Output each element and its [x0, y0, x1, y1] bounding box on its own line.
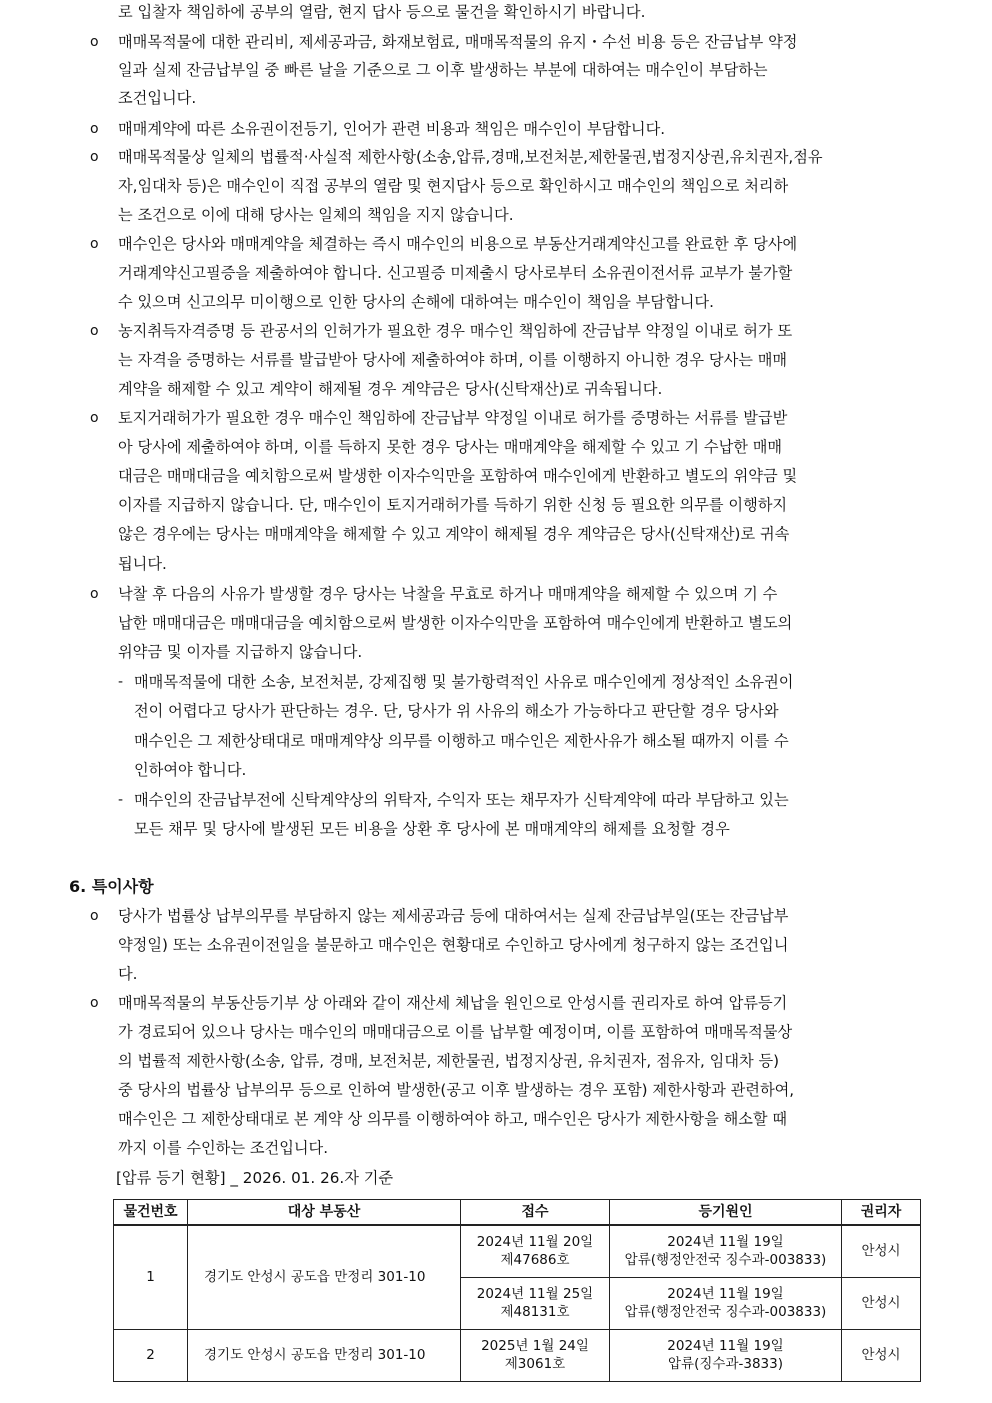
text-line: 거래계약신고필증을 제출하여야 합니다. 신고필증 미제출시 당사로부터 소유권이전서류 교부가 불가할: [118, 264, 793, 282]
text-line: 다.: [118, 965, 138, 983]
receipt-number: 제48131호: [500, 1304, 570, 1320]
text-line: 수 있으며 신고의무 미이행으로 인한 당사의 손해에 대하여는 매수인이 책임을 부담합니다.: [118, 293, 714, 311]
header-cause: 등기원인: [610, 1200, 842, 1226]
section-heading: 6. 특이사항: [69, 877, 154, 896]
header-item-no: 물건번호: [114, 1200, 188, 1226]
text-line: 매매목적물에 대한 소송, 보전처분, 강제집행 및 불가항력적인 사유로 매수인에게 정상적인 소유권이: [134, 673, 794, 691]
text-line: 가 경료되어 있으나 당사는 매수인의 매매대금으로 이를 납부할 예정이며, 이를 포함하여 매매목적물상: [118, 1023, 793, 1041]
text-line: 됩니다.: [118, 555, 167, 573]
receipt-cell: [461, 1329, 610, 1381]
text-line: 전이 어렵다고 당사가 판단하는 경우. 단, 당사가 위 사유의 해소가 가능하다고 판단할 경우 당사와: [134, 702, 779, 720]
table-caption: [압류 등기 현황] _ 2026. 01. 26.자 기준: [116, 1169, 394, 1187]
header-property: 대상 부동산: [188, 1200, 461, 1226]
bullet-marker: o: [90, 34, 99, 50]
text-line: 의 법률적 제한사항(소송, 압류, 경매, 보전처분, 제한물권, 법정지상권, 유치권자, 점유자, 임대차 등): [118, 1052, 780, 1070]
text-line: 매매목적물의 부동산등기부 상 아래와 같이 재산세 체납을 원인으로 안성시를 권리자로 하여 압류등기: [118, 994, 788, 1012]
dash-marker: -: [118, 674, 124, 690]
receipt-date: 2025년 1월 24일: [481, 1338, 589, 1354]
property-cell: 경기도 안성시 공도읍 만정리 301-10: [188, 1225, 461, 1329]
text-line: 는 자격을 증명하는 서류를 발급받아 당사에 제출하여야 하며, 이를 이행하지 아니한 경우 당사는 매매: [118, 351, 788, 369]
text-line: 납한 매매대금은 매매대금을 예치함으로써 발생한 이자수익만을 포함하여 매수인에게 반환하고 별도의: [118, 614, 793, 632]
holder-cell: 안성시: [842, 1277, 921, 1329]
text-line: 매수인은 그 제한상태대로 매매계약상 의무를 이행하고 매수인은 제한사유가 해소될 때까지 이를 수: [134, 732, 789, 750]
table-row: [114, 1225, 921, 1277]
text-line: 인하여야 합니다.: [134, 761, 247, 779]
text-line: 로 입찰자 책임하에 공부의 열람, 현지 답사 등으로 물건을 확인하시기 바랍니다.: [118, 3, 646, 21]
text-line: 토지거래허가가 필요한 경우 매수인 책임하에 잔금납부 약정일 이내로 허가를 증명하는 서류를 발급받: [118, 409, 788, 427]
table-header-row: [114, 1200, 921, 1226]
text-line: 않은 경우에는 당사는 매매계약을 해제할 수 있고 계약이 해제될 경우 계약금은 당사(신탁재산)로 귀속: [118, 525, 790, 543]
text-line: 이자를 지급하지 않습니다. 단, 매수인이 토지거래허가를 득하기 위한 신청 등 필요한 의무를 이행하지: [118, 496, 788, 514]
text-line: 조건입니다.: [118, 89, 197, 107]
item-no-cell: 1: [114, 1225, 188, 1329]
text-line: 매수인은 당사와 매매계약을 체결하는 즉시 매수인의 비용으로 부동산거래계약신고를 완료한 후 당사에: [118, 235, 798, 253]
cause-detail: 압류(행정안전국 징수과-003833): [624, 1252, 827, 1269]
cause-cell: [610, 1329, 842, 1381]
bullet-marker: o: [90, 323, 99, 339]
cause-cell: [610, 1225, 842, 1277]
text-line: 일과 실제 잔금납부일 중 빠른 날을 기준으로 그 이후 발생하는 부분에 대하여는 매수인이 부담하는: [118, 61, 768, 79]
holder-cell: 안성시: [842, 1329, 921, 1381]
receipt-number: 제47686호: [500, 1252, 570, 1269]
text-line: 당사가 법률상 납부의무를 부담하지 않는 제세공과금 등에 대하여서는 실제 잔금납부일(또는 잔금납부: [118, 907, 789, 925]
text-line: 농지취득자격증명 등 관공서의 인허가가 필요한 경우 매수인 책임하에 잔금납부 약정일 이내로 허가 또: [118, 322, 793, 340]
cause-detail: 압류(행정안전국 징수과-003833): [624, 1304, 827, 1320]
text-line: 모든 채무 및 당사에 발생된 모든 비용을 상환 후 당사에 본 매매계약의 해제를 요청할 경우: [134, 820, 730, 838]
text-line: 낙찰 후 다음의 사유가 발생할 경우 당사는 낙찰을 무효로 하거나 매매계약을 해제할 수 있으며 기 수: [118, 585, 778, 603]
bullet-marker: o: [90, 586, 99, 602]
bullet-marker: o: [90, 410, 99, 426]
bullet-marker: o: [90, 995, 99, 1011]
text-line: 아 당사에 제출하여야 하며, 이를 득하지 못한 경우 당사는 매매계약을 해제할 수 있고 기 수납한 매매: [118, 438, 783, 456]
item-no-cell: 2: [114, 1329, 188, 1381]
receipt-date: 2024년 11월 25일: [476, 1286, 594, 1302]
receipt-cell: [461, 1277, 610, 1329]
text-line: 대금은 매매대금을 예치함으로써 발생한 이자수익만을 포함하여 매수인에게 반환하고 별도의 위약금 및: [118, 467, 798, 485]
bullet-marker: o: [90, 908, 99, 924]
receipt-number: 제3061호: [504, 1356, 566, 1372]
text-line: 매수인의 잔금납부전에 신탁계약상의 위탁자, 수익자 또는 채무자가 신탁계약에 따라 부담하고 있는: [134, 791, 789, 809]
text-line: 매수인은 그 제한상태대로 본 계약 상 의무를 이행하여야 하고, 매수인은 당사가 제한사항을 해소할 때: [118, 1110, 788, 1128]
cause-date: 2024년 11월 19일: [667, 1286, 784, 1302]
seizure-registration-table: [113, 1199, 921, 1382]
text-line: 매매목적물상 일체의 법률적·사실적 제한사항(소송,압류,경매,보전처분,제한물권,법정지상권,유치권자,점유: [118, 148, 823, 166]
text-line: 계약을 해제할 수 있고 계약이 해제될 경우 계약금은 당사(신탁재산)로 귀속됩니다.: [118, 380, 663, 398]
dash-marker: -: [118, 792, 124, 808]
receipt-date: 2024년 11월 20일: [476, 1234, 594, 1251]
table-row: [114, 1329, 921, 1381]
cause-detail: 압류(징수과-3833): [668, 1356, 783, 1372]
bullet-marker: o: [90, 121, 99, 137]
bullet-marker: o: [90, 236, 99, 252]
header-holder: 권리자: [842, 1200, 921, 1226]
receipt-cell: [461, 1225, 610, 1277]
text-line: 까지 이를 수인하는 조건입니다.: [118, 1139, 329, 1157]
text-line: 위약금 및 이자를 지급하지 않습니다.: [118, 643, 363, 661]
cause-date: 2024년 11월 19일: [667, 1234, 784, 1251]
text-line: 중 당사의 법률상 납부의무 등으로 인하여 발생한(공고 이후 발생하는 경우 포함) 제한사항과 관련하여,: [118, 1081, 795, 1099]
cause-date: 2024년 11월 19일: [667, 1338, 784, 1354]
bullet-marker: o: [90, 149, 99, 165]
text-line: 매매계약에 따른 소유권이전등기, 인어가 관련 비용과 책임은 매수인이 부담합니다.: [118, 120, 666, 138]
property-cell: 경기도 안성시 공도읍 만정리 301-10: [188, 1329, 461, 1381]
text-line: 약정일) 또는 소유권이전일을 불문하고 매수인은 현황대로 수인하고 당사에게 청구하지 않는 조건입니: [118, 936, 789, 954]
text-line: 매매목적물에 대한 관리비, 제세공과금, 화재보험료, 매매목적물의 유지・수선 비용 등은 잔금납부 약정: [118, 33, 798, 51]
holder-cell: 안성시: [842, 1225, 921, 1277]
text-line: 자,임대차 등)은 매수인이 직접 공부의 열람 및 현지답사 등으로 확인하시고 매수인의 책임으로 처리하: [118, 177, 789, 195]
header-receipt: 접수: [461, 1200, 610, 1226]
text-line: 는 조건으로 이에 대해 당사는 일체의 책임을 지지 않습니다.: [118, 206, 514, 224]
cause-cell: [610, 1277, 842, 1329]
